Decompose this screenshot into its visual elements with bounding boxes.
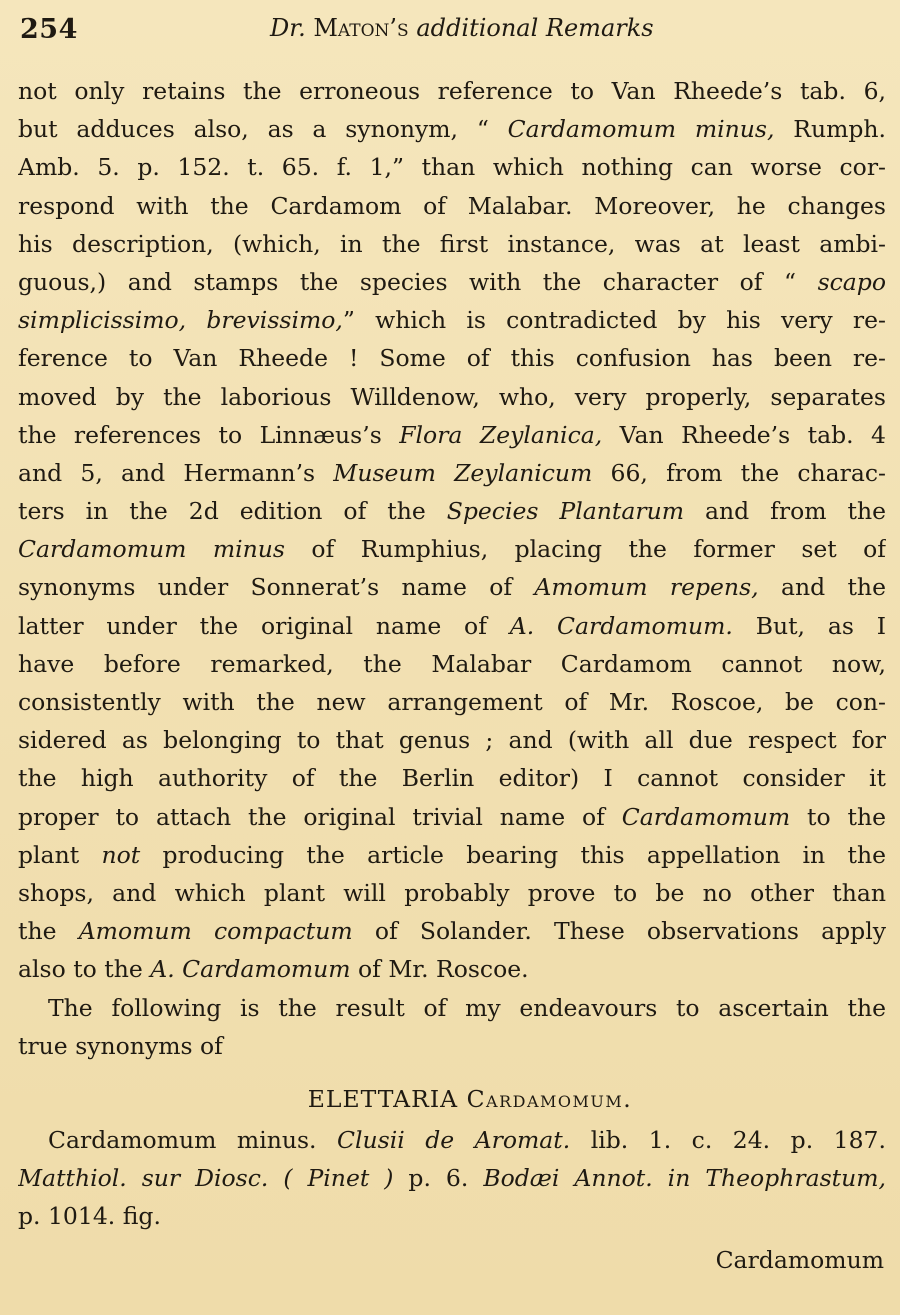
text-segment: of Rumphius, placing the former set of [284,535,886,564]
section-title-species: Cardamomum. [466,1084,633,1113]
italic-text: simplicissimo, brevissimo, [18,306,343,335]
text-line [18,225,886,263]
text-line [18,110,886,148]
text-segment: the references to Linnæus’s [18,420,400,449]
text-line [18,378,886,416]
text-line [18,1027,886,1065]
main-paragraphs [18,72,886,1077]
italic-text: Amomum compactum [78,917,353,946]
italic-text: A. Cardamomum. [509,611,733,640]
section-title [18,1077,886,1121]
text-line [18,568,886,606]
text-line [18,530,886,568]
text-segment: have before remarked, the Malabar Cardamom cannot now, [18,649,886,678]
italic-text: A. Cardamomum [150,955,351,984]
text-segment: and from the [684,497,886,526]
text-segment: not only retains the erroneous reference to Van Rheede’s tab. 6, [18,77,886,105]
text-segment: true synonyms of [18,1031,223,1060]
text-line [18,416,886,454]
section-title-genus: ELETTARIA [307,1084,459,1113]
text-line [18,989,886,1027]
text-segment: Rumph. [774,115,886,144]
italic-text: Matthiol. sur Diosc. ( Pinet ) [18,1164,394,1193]
text-line [18,759,886,797]
text-segment: Van Rheede’s tab. 4 [602,420,886,449]
italic-text: Bodæi Annot. in Theophrastum, [483,1164,886,1193]
spacer [18,1065,886,1077]
text-line [18,339,886,377]
text-segment: and 5, and Hermann’s [18,458,334,487]
text-line [18,1121,886,1159]
text-line [18,1159,886,1197]
italic-text: Cardamomum [621,802,791,831]
text-segment: of Mr. Roscoe. [350,955,529,984]
text-segment: producing the article bearing this appellation in the [140,840,886,869]
text-line [18,72,886,110]
text-segment: proper to attach the original trivial name of [18,802,622,831]
text-segment: p. 6. [393,1164,484,1193]
text-segment: plant [18,840,102,869]
italic-text: Flora Zeylanica, [399,420,603,449]
catchword: Cardamomum [715,1246,884,1275]
text-segment: latter under the original name of [18,611,510,640]
text-segment: moved by the laborious Willdenow, who, very properly, separates [18,382,886,411]
text-segment: guous,) and stamps the species with the character of “ [18,267,818,296]
text-segment: and the [758,573,886,602]
text-segment: shops, and which plant will probably prove to be no other than [18,878,886,907]
italic-text: Species Plantarum [446,497,684,526]
text-line [18,950,886,988]
page-header [20,14,882,54]
text-line [18,874,886,912]
text-line [18,454,886,492]
running-head-prefix: Dr. [270,14,306,42]
text-segment: but adduces also, as a synonym, “ [18,115,508,144]
text-segment: the high authority of the Berlin editor) I cannot consider it [18,764,886,793]
italic-text: not [101,840,141,869]
text-segment: consistently with the new arrangement of Mr. Roscoe, be con- [18,688,886,716]
text-segment: But, as I [732,611,886,640]
text-line [18,492,886,530]
text-line [18,187,886,225]
text-segment: ters in the 2d edition of the [18,497,447,526]
text-line [18,836,886,874]
text-segment: of Solander. These observations apply [352,917,886,946]
text-segment: respond with the Cardamom of Malabar. Moreover, he changes [18,191,886,220]
text-segment: ” which is contradicted by his very re- [342,306,886,335]
text-segment: p. 1014. fig. [18,1202,161,1231]
text-line [18,263,886,301]
text-line [18,301,886,339]
synonym-list [18,1121,886,1236]
text-segment: sidered as belonging to that genus ; and (with all due respect for [18,726,886,755]
italic-text: Museum Zeylanicum [333,458,593,487]
text-segment: his description, (which, in the first instance, was at least ambi- [18,229,886,258]
italic-text: Amomum repens, [534,573,759,602]
running-head-name: Maton’s [313,14,409,42]
text-segment: to the [790,802,886,831]
text-line [18,912,886,950]
text-segment: ference to Van Rheede ! Some of this confusion has been re- [18,344,886,373]
text-line [18,683,886,721]
text-segment: Cardamomum minus. [48,1125,337,1154]
italic-text: Clusii de Aromat. [337,1125,571,1154]
running-head-rest: additional Remarks [416,14,654,42]
italic-text: Cardamomum minus [18,535,285,564]
page-number: 254 [20,14,78,45]
text-line [18,721,886,759]
text-segment: also to the [18,955,151,984]
text-line [18,798,886,836]
text-line [18,645,886,683]
body-text [18,72,886,1279]
running-head [270,14,654,42]
italic-text: scapo [817,267,886,296]
text-line [18,148,886,186]
text-segment: Amb. 5. p. 152. t. 65. f. 1,” than which nothing can worse cor- [18,153,886,182]
italic-text: Cardamomum minus, [507,115,775,144]
text-segment: lib. 1. c. 24. p. 187. [570,1125,886,1154]
text-segment: synonyms under Sonnerat’s name of [18,573,535,602]
text-line [18,607,886,645]
text-line [18,1197,886,1235]
text-segment: The following is the result of my endeavours to ascertain the [48,993,886,1022]
text-segment: 66, from the charac- [592,458,886,487]
text-segment: the [18,917,79,946]
